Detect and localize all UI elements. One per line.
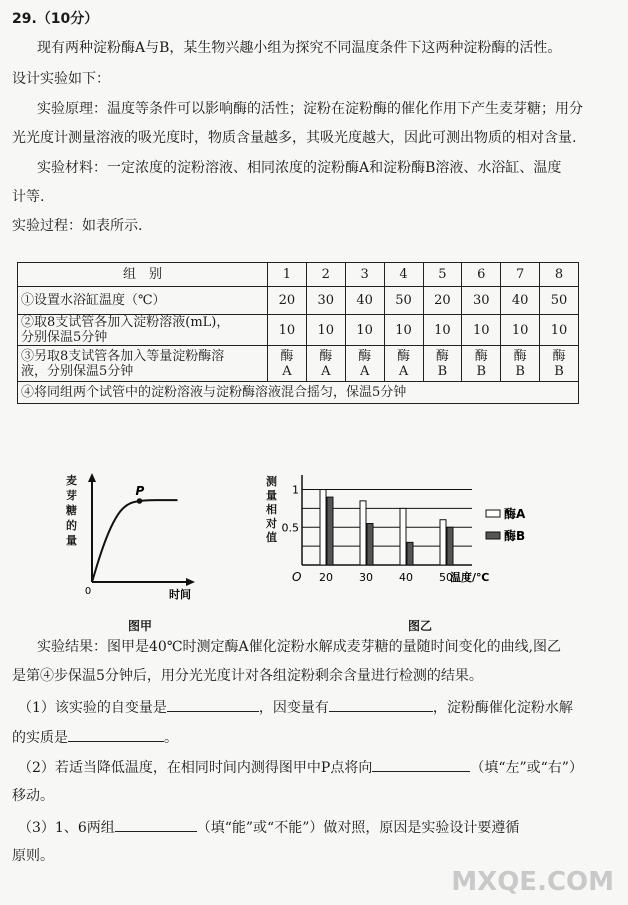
header-label: 组 别 <box>18 263 268 287</box>
x-tick-label: 20 <box>319 571 333 584</box>
enzyme-label-char: B <box>476 363 487 379</box>
figure-b-chart <box>262 470 562 595</box>
table-cell: 10 <box>306 315 345 346</box>
table-cell: 10 <box>345 315 384 346</box>
enzyme-label-char: 酶 <box>474 348 488 364</box>
answer-blank[interactable] <box>329 697 433 712</box>
legend-label: 酶A <box>504 507 526 521</box>
q3-text: （3）1、6两组 <box>18 820 115 836</box>
figure-b-origin: O <box>292 570 302 584</box>
materials-text-1: 实验材料：一定浓度的淀粉溶液、相同浓度的淀粉酶A和淀粉酶B溶液、水浴缸、温度 <box>37 160 562 176</box>
vertical-label-char: 量 <box>66 534 77 547</box>
table-cell <box>501 346 540 382</box>
row-label-starch <box>18 315 268 346</box>
row-label-line: 液，分别保温5分钟 <box>21 363 134 379</box>
principle-text-1: 实验原理：温度等条件可以影响酶的活性；淀粉在淀粉酶的催化作用下产生麦芽糖；用分 <box>37 101 583 117</box>
enzyme-label-char: 酶 <box>435 348 449 364</box>
vertical-label-char: 芽 <box>66 489 77 502</box>
table-cell: 30 <box>306 287 345 315</box>
legend-label: 酶B <box>504 529 526 543</box>
bar-enzyme-a <box>320 490 326 565</box>
q2-text: （填“左”或“右”） <box>470 760 583 776</box>
question-3-cont: 原则。 <box>12 848 54 864</box>
enzyme-label-char: A <box>398 363 409 379</box>
table-cell <box>540 346 579 382</box>
figure-a-origin: 0 <box>84 586 92 597</box>
group-header: 4 <box>384 263 423 287</box>
x-tick-label: 50 <box>439 571 453 584</box>
question-number: 29.（10分） <box>12 11 99 27</box>
intro-text-1: 现有两种淀粉酶A与B，某生物兴趣小组为探究不同温度条件下这两种淀粉酶的活性。 <box>37 40 562 56</box>
group-header: 5 <box>423 263 462 287</box>
bar-enzyme-b <box>367 524 373 566</box>
row-label-mix: ④将同组两个试管中的淀粉溶液与淀粉酶溶液混合摇匀，保温5分钟 <box>18 382 579 404</box>
answer-blank[interactable] <box>68 727 164 742</box>
q1-text: 的实质是 <box>12 730 68 746</box>
results-text-2: 是第④步保温5分钟后，用分光光度计对各组淀粉剩余含量进行检测的结果。 <box>12 668 483 684</box>
table-cell: 10 <box>384 315 423 346</box>
answer-blank[interactable] <box>115 817 197 832</box>
experiment-table <box>17 262 579 404</box>
enzyme-label-char: B <box>554 363 564 379</box>
table-cell: 50 <box>540 287 579 315</box>
table-cell <box>384 346 423 382</box>
q1-text: 。 <box>164 730 178 746</box>
enzyme-label-char: B <box>515 363 525 379</box>
legend-swatch <box>486 532 500 539</box>
enzyme-label-char: 酶 <box>397 348 411 364</box>
q1-text: ，淀粉酶催化淀粉水解 <box>432 700 573 716</box>
y-tick-label: 1 <box>292 483 299 497</box>
bar-enzyme-b <box>327 497 333 565</box>
table-cell: 40 <box>345 287 384 315</box>
table-row <box>18 287 579 315</box>
watermark: MXQE.COM <box>451 867 614 897</box>
bar-enzyme-b <box>407 542 413 565</box>
vertical-label-char: 相 <box>266 503 277 516</box>
figure-b-ylabel <box>266 475 280 545</box>
bar-enzyme-a <box>360 501 366 565</box>
enzyme-label-char: 酶 <box>358 348 372 364</box>
table-cell: 50 <box>384 287 423 315</box>
vertical-label-char: 的 <box>66 519 77 532</box>
figure-b-caption: 图乙 <box>408 619 433 633</box>
table-cell: 20 <box>268 287 307 315</box>
table-cell: 10 <box>540 315 579 346</box>
vertical-label-char: 麦 <box>66 474 77 487</box>
point-p-marker <box>137 498 143 504</box>
figure-a-caption: 图甲 <box>128 619 153 633</box>
figure-a-xlabel: 时间 <box>169 588 191 600</box>
row-label-enzyme <box>18 346 268 382</box>
enzyme-label-char: A <box>282 363 292 379</box>
table-header-row <box>18 263 579 287</box>
arrow-right-icon <box>186 578 195 586</box>
figure-a <box>60 470 210 600</box>
table-cell: 10 <box>423 315 462 346</box>
intro-text-2: 设计实验如下： <box>12 71 110 87</box>
table-cell: 20 <box>423 287 462 315</box>
table-row <box>18 382 579 404</box>
q3-text: （填“能”或“不能”）做对照，原因是实验设计要遵循 <box>196 820 520 836</box>
bar-enzyme-b <box>447 527 453 565</box>
group-header: 2 <box>306 263 345 287</box>
group-header: 6 <box>462 263 501 287</box>
vertical-label-char: 对 <box>266 517 277 530</box>
bar-enzyme-a <box>400 508 406 565</box>
results-text-1: 实验结果：图甲是40℃时测定酶A催化淀粉水解成麦芽糖的量随时间变化的曲线,图乙 <box>37 639 562 655</box>
y-tick-label: 0.5 <box>281 521 299 535</box>
vertical-label-char: 测 <box>266 475 277 488</box>
figure-a-ylabel <box>66 473 80 548</box>
question-2 <box>18 757 628 777</box>
question-3 <box>18 817 628 837</box>
row-label-line: ②取8支试管各加入淀粉溶液(mL)， <box>21 315 230 330</box>
table-cell <box>462 346 501 382</box>
table-cell <box>423 346 462 382</box>
vertical-label-char: 糖 <box>66 504 77 517</box>
enzyme-label-char: A <box>321 363 331 379</box>
table-cell <box>345 346 384 382</box>
point-p-label: P <box>135 484 145 498</box>
table-row <box>18 315 579 346</box>
principle-text-2: 光光度计测量溶液的吸光度时，物质含量越多，其吸光度越大，因此可测出物质的相对含量. <box>12 130 577 146</box>
group-header: 1 <box>268 263 307 287</box>
answer-blank[interactable] <box>167 697 259 712</box>
answer-blank[interactable] <box>372 757 470 772</box>
question-2-cont: 移动。 <box>12 788 54 804</box>
table-cell <box>268 346 307 382</box>
enzyme-label-char: 酶 <box>319 348 333 364</box>
materials-text-2: 计等. <box>12 189 45 205</box>
table-cell: 10 <box>462 315 501 346</box>
q1-text: ，因变量有 <box>258 700 329 716</box>
table-cell: 40 <box>501 287 540 315</box>
q1-text: （1）该实验的自变量是 <box>18 700 167 716</box>
enzyme-label-char: A <box>359 363 370 379</box>
enzyme-label-char: 酶 <box>513 348 527 364</box>
row-label-temperature: ①设置水浴缸温度（℃） <box>18 287 268 315</box>
row-label-line: ③另取8支试管各加入等量淀粉酶溶 <box>21 348 225 364</box>
vertical-label-char: 值 <box>266 531 277 544</box>
legend-swatch <box>486 510 500 517</box>
table-cell: 10 <box>268 315 307 346</box>
process-text: 实验过程：如表所示. <box>12 218 143 234</box>
enzyme-label-char: 酶 <box>552 348 566 364</box>
enzyme-label-char: B <box>437 363 448 379</box>
bar-enzyme-a <box>440 520 446 565</box>
figure-a-curve <box>92 500 178 582</box>
q2-text: （2）若适当降低温度，在相同时间内测得图甲中P点将向 <box>18 760 373 776</box>
group-header: 3 <box>345 263 384 287</box>
enzyme-label-char: 酶 <box>280 348 294 364</box>
table-cell: 10 <box>501 315 540 346</box>
arrow-up-icon <box>88 473 96 482</box>
group-header: 8 <box>540 263 579 287</box>
vertical-label-char: 量 <box>266 489 277 502</box>
table-row <box>18 346 579 382</box>
table-cell <box>306 346 345 382</box>
row-label-line: 分别保温5分钟 <box>21 330 108 345</box>
x-tick-label: 30 <box>359 571 373 584</box>
group-header: 7 <box>501 263 540 287</box>
question-1-cont <box>12 727 628 747</box>
figure-b-xlabel: 温度/℃ <box>450 571 490 584</box>
question-1 <box>18 697 628 717</box>
table-cell: 30 <box>462 287 501 315</box>
x-tick-label: 40 <box>399 571 413 584</box>
